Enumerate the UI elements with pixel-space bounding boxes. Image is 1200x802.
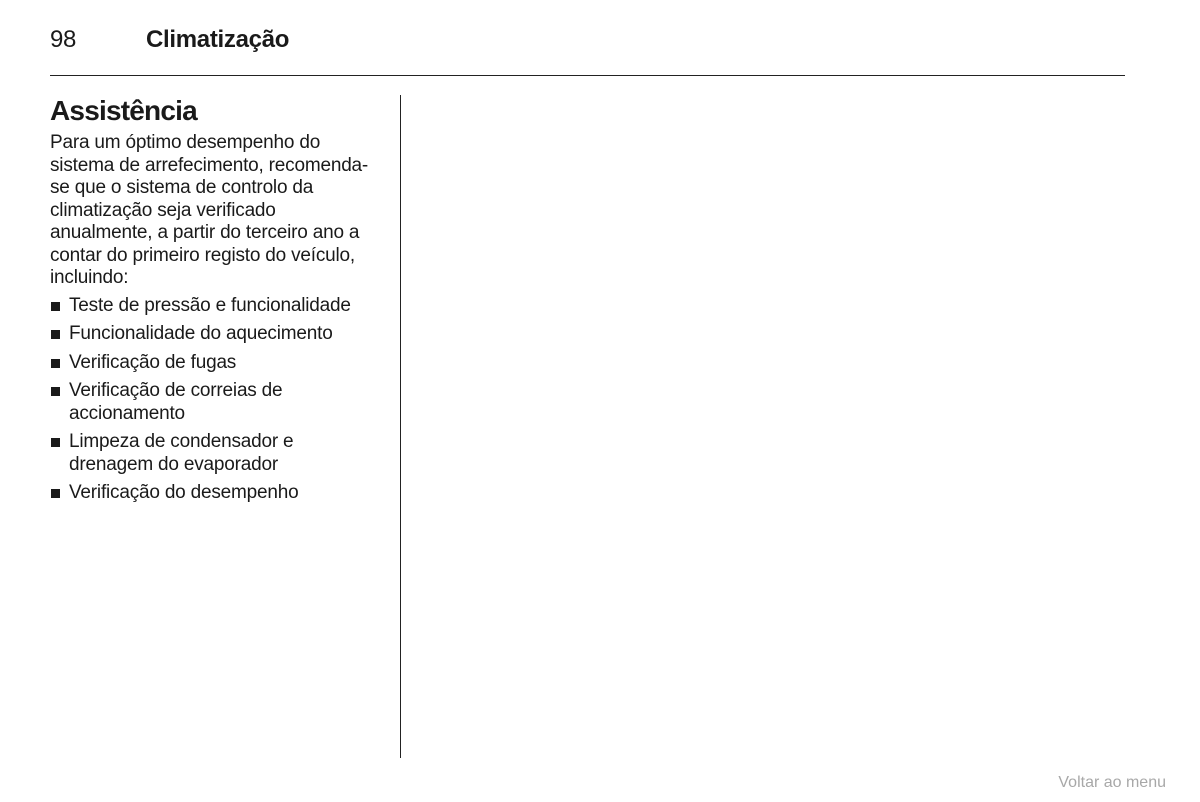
page-number: 98 [50, 26, 77, 53]
column-divider [400, 95, 401, 758]
list-item [50, 352, 399, 375]
list-item-text: Teste de pressão e funcionalidade [69, 294, 351, 316]
section-heading: Assistência [50, 95, 197, 126]
square-bullet-icon [51, 438, 60, 447]
list-item-text: Verificação de correias de accionamento [69, 380, 283, 424]
square-bullet-icon [51, 359, 60, 368]
list-item [50, 431, 329, 476]
list-item-text: Funcionalidade do aquecimento [69, 323, 333, 344]
header-divider [50, 75, 1125, 76]
list-item [50, 323, 399, 346]
square-bullet-icon [51, 330, 60, 339]
square-bullet-icon [51, 302, 60, 311]
list-item-text: Verificação do desempenho [69, 482, 299, 503]
list-item [50, 295, 399, 318]
page-header [50, 24, 1125, 60]
list-item-text: Limpeza de condensador e drenagem do evaporador [69, 431, 294, 475]
back-to-menu-link[interactable]: Voltar ao menu [1058, 774, 1166, 791]
left-column [50, 93, 390, 511]
service-checklist [50, 295, 390, 505]
intro-paragraph: Para um óptimo desempenho do sistema de arrefecimento, recomenda-se que o sistema de controlo da climatização seja verificado anualmente, a partir do terceiro ano a contar do primeiro registo do veículo, incluindo: [50, 132, 369, 288]
list-item [50, 482, 399, 505]
list-item-text: Verificação de fugas [69, 351, 237, 373]
chapter-title: Climatização [146, 26, 290, 53]
list-item [50, 380, 329, 425]
square-bullet-icon [51, 387, 60, 396]
square-bullet-icon [51, 489, 60, 498]
